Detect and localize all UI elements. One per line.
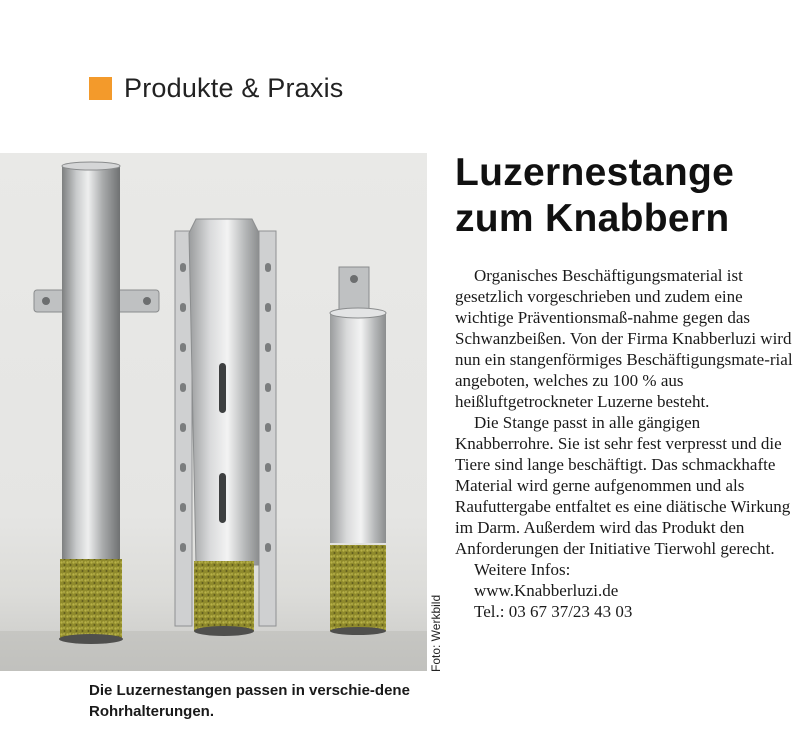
product-photo <box>0 153 427 671</box>
info-label: Weitere Infos: <box>474 560 571 579</box>
tube-left <box>34 162 159 644</box>
photo-caption: Die Luzernestangen passen in verschie-dene Rohrhalterungen. <box>89 682 410 720</box>
section-marker-icon <box>89 77 112 100</box>
article-paragraph-2: Die Stange passt in alle gängigen Knabberrohre. Sie ist sehr fest verpresst und die Tiere sind lange beschäftigt. Das schmackhafte Material wird gerne aufgenommen und als Raufuttergabe entfaltet es eine diätische Wirkung im Darm. Außerdem wird das Produkt den Anforderungen der Initiative Tierwohl gerecht. <box>455 413 791 558</box>
info-url[interactable]: www.Knabberluzi.de <box>474 581 619 600</box>
section-header <box>89 70 344 106</box>
photo-illustration <box>0 153 427 671</box>
info-phone: Tel.: 03 67 37/23 43 03 <box>474 602 633 621</box>
tube-right <box>330 267 386 635</box>
article-paragraph-1: Organisches Beschäftigungsmaterial ist gesetzlich vorgeschrieben und zudem eine wichtige Präventionsmaß-nahme gegen das Schwanzbeißen. Von der Firma Knabberluzi wird nun ein stangenförmiges Beschäftigungsmate-rial angeboten, welches zu 100 % aus heißluftgetrockneter Luzerne besteht. <box>455 266 793 411</box>
headline-line-1: Luzernestange <box>455 151 735 194</box>
headline-line-2: zum Knabbern <box>455 197 730 240</box>
tube-middle <box>175 219 276 636</box>
article-body <box>455 265 795 622</box>
article-headline <box>455 150 795 242</box>
section-title: Produkte & Praxis <box>124 72 344 103</box>
photo-credit: Foto: Werkbild <box>429 594 443 672</box>
